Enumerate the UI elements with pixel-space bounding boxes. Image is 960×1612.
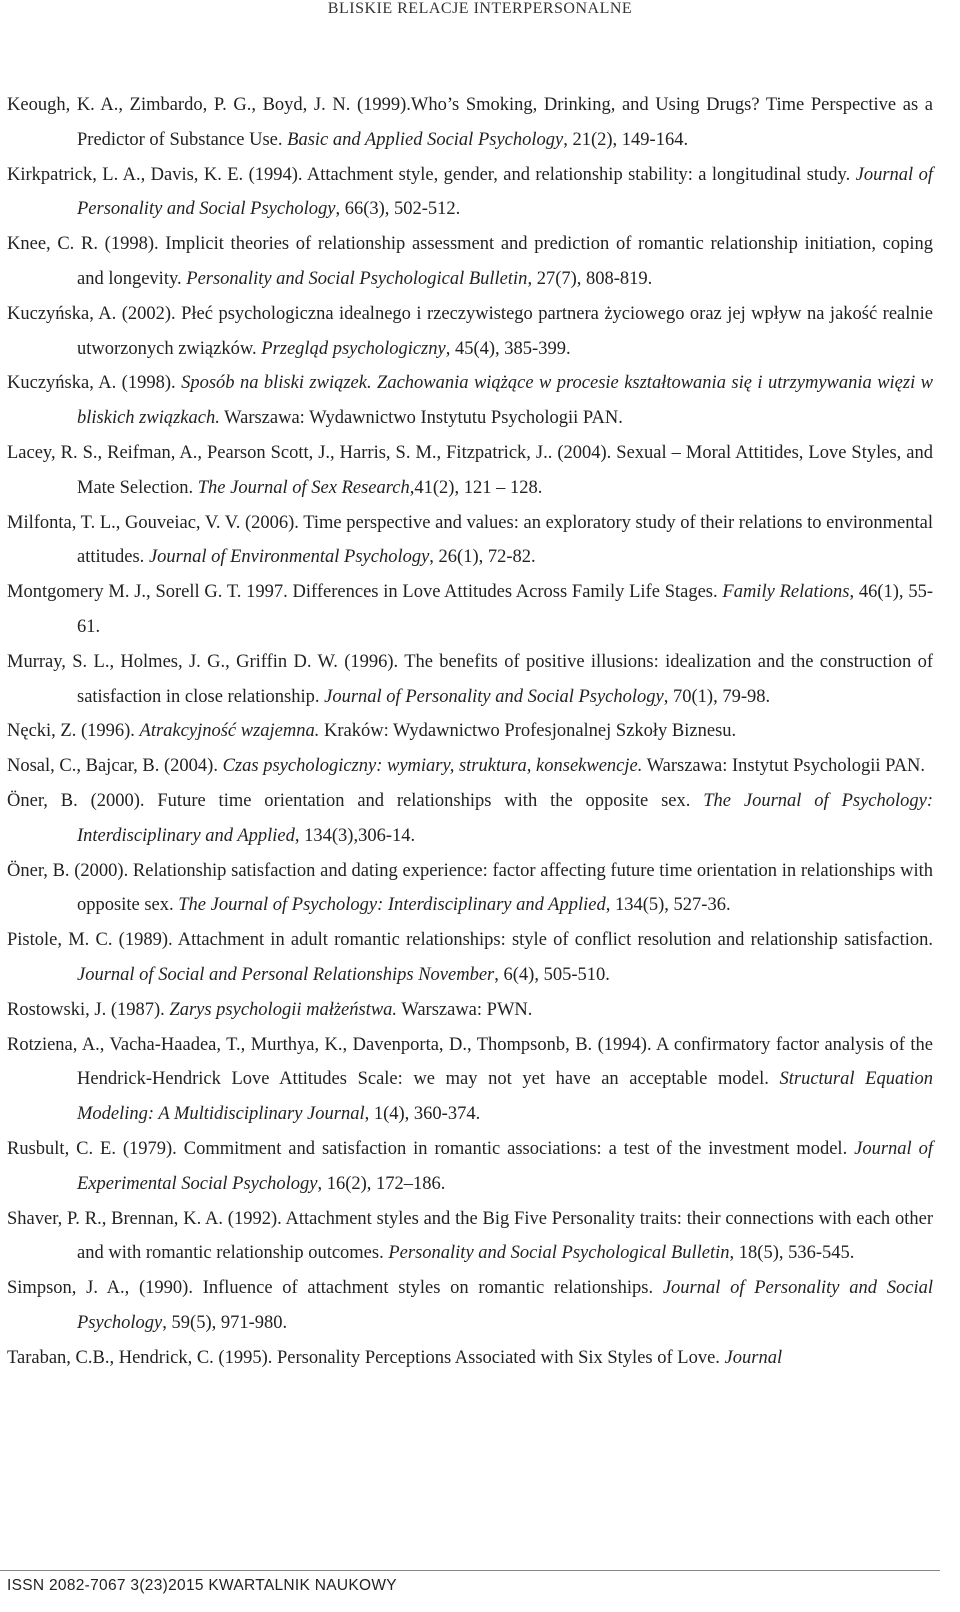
ref-journal: Journal of Personality and Social Psychology (77, 1278, 933, 1333)
reference-entry (7, 645, 933, 715)
reference-entry (7, 714, 933, 749)
ref-text: Taraban, C.B., Hendrick, C. (1995). Personality Perceptions Associated with Six Styles of Love. (7, 1347, 725, 1368)
ref-journal: The Journal of Psychology: Interdisciplinary and Applied (77, 790, 933, 846)
ref-journal: Personality and Social Psychological Bulletin (186, 268, 528, 289)
ref-details: , 18(5), 536-545. (729, 1243, 855, 1264)
ref-details: ,41(2), 121 – 128. (409, 477, 543, 498)
ref-journal: Zarys psychologii małżeństwa. (169, 999, 398, 1020)
ref-details: , 21(2), 149-164. (563, 129, 689, 150)
ref-journal: The Journal of Sex Research (197, 477, 410, 498)
ref-text: Lacey, R. S., Reifman, A., Pearson Scott, J., Harris, S. M., Fitzpatrick, J.. (2004). Sexual – Moral Attitides, Love Styles, and Mate Selection. (7, 442, 933, 498)
ref-journal: Structural Equation Modeling: A Multidisciplinary Journal (77, 1069, 933, 1125)
ref-journal: Przegląd psychologiczny (261, 338, 446, 359)
footer-divider (0, 1570, 940, 1571)
reference-entry (7, 854, 933, 924)
reference-entry (7, 923, 933, 993)
ref-text: Kirkpatrick, L. A., Davis, K. E. (1994). Attachment style, gender, and relationship stability: a longitudinal study. (7, 164, 856, 185)
reference-entry (7, 1202, 933, 1272)
reference-entry (7, 366, 933, 436)
ref-journal: Basic and Applied Social Psychology (287, 129, 564, 150)
ref-details: , 46(1), 55-61. (77, 582, 933, 637)
ref-text: Öner, B. (2000). Future time orientation and relationships with the opposite sex. (7, 790, 704, 811)
reference-entry (7, 436, 933, 506)
ref-text: Simpson, J. A., (1990). Influence of attachment styles on romantic relationships. (7, 1278, 663, 1299)
ref-text: Pistole, M. C. (1989). Attachment in adult romantic relationships: style of conflict resolution and relationship satisfaction. (7, 930, 933, 951)
ref-journal: The Journal of Psychology: Interdisciplinary and Applied (178, 895, 606, 916)
ref-text: Rusbult, C. E. (1979). Commitment and satisfaction in romantic associations: a test of the investment model. (7, 1138, 855, 1159)
ref-details: , 16(2), 172–186. (317, 1173, 446, 1194)
ref-journal: Journal of Environmental Psychology (148, 547, 430, 568)
ref-journal: Sposób na bliski związek. Zachowania wiążące w procesie kształtowania się i utrzymywania więzi w bliskich związkach. (77, 373, 934, 429)
ref-details: Warszawa: PWN. (397, 999, 533, 1020)
ref-text: Montgomery M. J., Sorell G. T. 1997. Differences in Love Attitudes Across Family Life Stages. (7, 582, 723, 603)
reference-entry (7, 749, 933, 784)
ref-details: Warszawa: Wydawnictwo Instytutu Psychologii PAN. (219, 408, 623, 429)
ref-journal: Journal (724, 1347, 783, 1368)
reference-entry (7, 784, 933, 854)
reference-entry (7, 227, 933, 297)
ref-journal: Atrakcyjność wzajemna. (139, 721, 320, 742)
ref-details: Warszawa: Instytut Psychologii PAN. (642, 756, 926, 777)
ref-text: Nęcki, Z. (1996). (7, 721, 140, 742)
ref-details: , 134(3),306-14. (294, 825, 416, 846)
running-header: BLISKIE RELACJE INTERPERSONALNE (327, 0, 633, 17)
reference-entry (7, 1271, 933, 1341)
ref-details: , 1(4), 360-374. (364, 1104, 481, 1125)
ref-details: , 27(7), 808-819. (527, 268, 653, 289)
reference-entry (7, 297, 933, 367)
ref-details: , 45(4), 385-399. (445, 338, 571, 359)
reference-entry (7, 1028, 933, 1132)
page-footer: ISSN 2082-7067 3(23)2015 KWARTALNIK NAUKOWY (7, 1577, 397, 1594)
ref-journal: Family Relations (722, 582, 850, 603)
ref-details: , 66(3), 502-512. (335, 199, 461, 220)
reference-entry (7, 158, 933, 228)
ref-text: Rotziena, A., Vacha-Haadea, T., Murthya, K., Davenporta, D., Thompsonb, B. (1994). A confirmatory factor analysis of the Hendrick-Hendrick Love Attitudes Scale: we may not yet have an acceptable model. (7, 1034, 933, 1090)
ref-text: Murray, S. L., Holmes, J. G., Griffin D. W. (1996). The benefits of positive illusions: idealization and the construction of satisfaction in close relationship. (7, 651, 933, 707)
ref-journal: Czas psychologiczny: wymiary, struktura, konsekwencje. (222, 756, 643, 777)
ref-details: , 26(1), 72-82. (429, 547, 536, 568)
ref-text: Shaver, P. R., Brennan, K. A. (1992). Attachment styles and the Big Five Personality traits: their connections with each other and with romantic relationship outcomes. (7, 1208, 933, 1264)
ref-details: Kraków: Wydawnictwo Profesjonalnej Szkoły Biznesu. (319, 721, 737, 742)
ref-details: , 59(5), 971-980. (162, 1312, 288, 1333)
ref-journal: Personality and Social Psychological Bulletin (388, 1243, 730, 1264)
ref-details: , 134(5), 527-36. (605, 895, 731, 916)
ref-text: Keough, K. A., Zimbardo, P. G., Boyd, J. N. (1999).Who’s Smoking, Drinking, and Using Drugs? Time Perspective as a Predictor of Substance Use. (7, 95, 933, 150)
ref-text: Kuczyńska, A. (2002). Płeć psychologiczna idealnego i rzeczywistego partnera życiowego oraz jej wpływ na jakość realnie utworzonych związków. (7, 303, 933, 359)
reference-entry (7, 575, 933, 645)
ref-text: Knee, C. R. (1998). Implicit theories of relationship assessment and prediction of romantic relationship initiation, coping and longevity. (7, 234, 933, 289)
ref-journal: Journal of Personality and Social Psychology (77, 164, 933, 220)
reference-list (7, 88, 933, 1375)
reference-entry (7, 993, 933, 1028)
ref-text: Rostowski, J. (1987). (7, 999, 170, 1020)
reference-entry (7, 1341, 933, 1376)
ref-text: Nosal, C., Bajcar, B. (2004). (7, 756, 223, 777)
ref-journal: Journal of Social and Personal Relationships November (77, 964, 495, 985)
ref-text: Milfonta, T. L., Gouveiac, V. V. (2006). Time perspective and values: an exploratory study of their relations to environmental attitudes. (7, 512, 933, 568)
ref-text: Öner, B. (2000). Relationship satisfaction and dating experience: factor affecting future time orientation in relationships with opposite sex. (7, 860, 933, 916)
reference-entry (7, 506, 933, 576)
ref-details: , 70(1), 79-98. (663, 686, 771, 707)
reference-entry (7, 88, 933, 158)
ref-details: , 6(4), 505-510. (494, 964, 610, 985)
ref-journal: Journal of Personality and Social Psychology (324, 686, 664, 707)
ref-text: Kuczyńska, A. (1998). (7, 373, 182, 394)
ref-journal: Journal of Experimental Social Psychology (77, 1138, 933, 1194)
reference-entry (7, 1132, 933, 1202)
